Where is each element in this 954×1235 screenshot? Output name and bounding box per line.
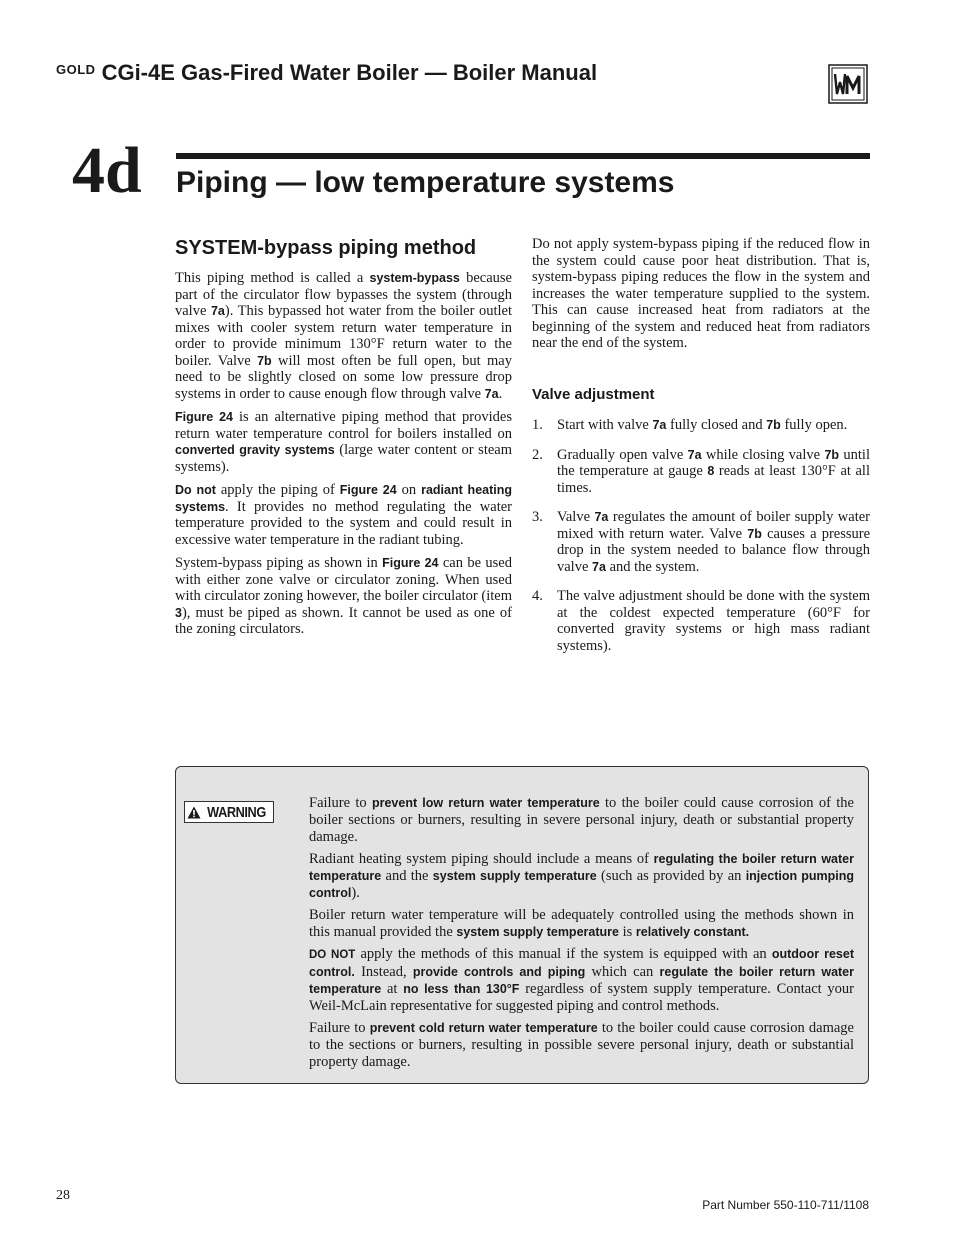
warning-text — [309, 795, 854, 1076]
paragraph: Figure 24 is an alternative piping method that provides return water temperature control for boilers installed on converted gravity systems (large water content or steam systems). — [175, 409, 512, 475]
header-title: CGi-4E Gas-Fired Water Boiler — Boiler Manual — [101, 60, 598, 85]
paragraph: Do not apply system-bypass piping if the reduced flow in the system could cause poor heat distribution. That is, system-bypass piping reduces the flow in the system and increases the water temperature supplied to the system. This can cause increased heat from radiators at the beginning of the system and reduced heat from radiators near the end of the system. — [532, 236, 870, 351]
subheading-valve-adjustment: Valve adjustment — [532, 385, 655, 403]
warning-paragraph: DO NOT apply the methods of this manual if the system is equipped with an outdoor reset control. Instead, provide controls and piping which can regulate the boiler return water temperature at no less than 130°F regardless of system supply temperature. Contact your Weil-McLain representative for suggested piping and control methods. — [309, 946, 855, 1014]
paragraph: This piping method is called a system-bypass because part of the circulator flow bypasses the system (through valve 7a). This bypassed hot water from the boiler outlet mixes with cooler system return water temperature in order to provide minimum 130°F return water to the boiler. Valve 7b will most often be full open, but may need to be slightly closed on some low pressure drop systems in order to cause enough flow through valve 7a. — [175, 270, 512, 402]
list-item: 1. Start with valve 7a fully closed and 7b fully open. — [532, 417, 848, 433]
page-number: 28 — [56, 1188, 70, 1203]
subheading-system-bypass: SYSTEM-bypass piping method — [175, 237, 477, 259]
warning-box — [175, 766, 869, 1084]
paragraph: System-bypass piping as shown in Figure 24 can be used with either zone valve or circulator zoning. When used with circulator zoning however, the boiler circulator (item 3), must be piped as shown. It cannot be used as one of the zoning circulators. — [175, 555, 512, 637]
wm-logo-icon — [828, 64, 868, 104]
section-title: Piping — low temperature systems — [176, 166, 675, 199]
right-column — [532, 236, 870, 667]
left-column — [175, 236, 512, 645]
list-item: 2. Gradually open valve 7a while closing valve 7b until the temperature at gauge 8 reads at least 130°F at all times. — [532, 446, 870, 496]
section-rule — [176, 153, 870, 159]
list-item: 3. Valve 7a regulates the amount of boiler supply water mixed with return water. Valve 7b causes a pressure drop in the system needed to balance flow through valve 7a and the system. — [532, 509, 871, 575]
warning-label-text: WARNING — [207, 803, 266, 821]
warning-paragraph: Failure to prevent cold return water temperature to the boiler could cause corrosion damage to the sections or burners, resulting in possible severe personal injury, death or substantial property damage. — [309, 1020, 854, 1070]
list-item: 4. The valve adjustment should be done with the system at the coldest expected temperature (60°F for converted gravity systems or high mass radiant systems). — [532, 588, 870, 654]
warning-paragraph: Boiler return water temperature will be adequately controlled using the methods shown in this manual provided the system supply temperature is relatively constant. — [309, 907, 854, 940]
warning-paragraph: Radiant heating system piping should include a means of regulating the boiler return water temperature and the system supply temperature (such as provided by an injection pumping control). — [309, 851, 855, 901]
warning-label — [184, 801, 274, 823]
valve-steps-list — [532, 417, 870, 654]
section-number: 4d — [72, 134, 142, 207]
header-gold-label: GOLD — [56, 62, 96, 77]
page-header — [56, 60, 597, 86]
part-number: Part Number 550-110-711/1108 — [702, 1198, 869, 1212]
warning-triangle-icon — [187, 806, 201, 819]
paragraph: Do not apply the piping of Figure 24 on radiant heating systems. It provides no method regulating the water temperature provided to the system and could result in excessive water temperature in the radiant tubing. — [175, 482, 513, 548]
warning-paragraph: Failure to prevent low return water temperature to the boiler could cause corrosion of the boiler sections or burners, resulting in severe personal injury, death or substantial property damage. — [309, 795, 854, 845]
